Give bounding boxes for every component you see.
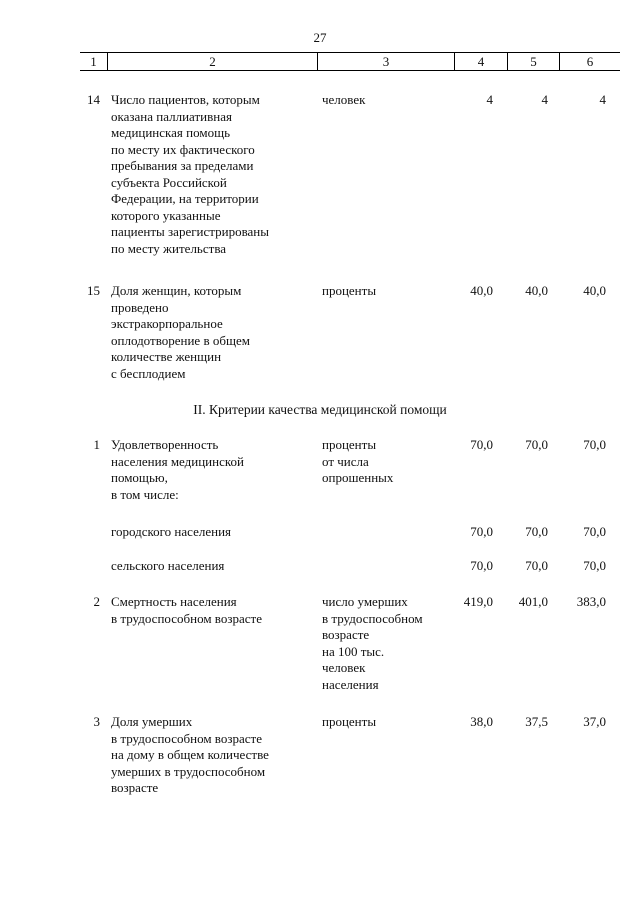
- indicator-name: Удовлетворенность населения медицинской помощью, в том числе:: [111, 437, 244, 502]
- header-cell: 2: [107, 53, 317, 70]
- value-col-6: 70,0: [583, 524, 606, 539]
- table-header: [80, 52, 620, 71]
- section-title: II. Критерии качества медицинской помощи: [193, 402, 447, 417]
- value-col-5: 401,0: [518, 594, 548, 609]
- value-col-4: 38,0: [470, 714, 493, 729]
- value-col-6: 4: [599, 92, 606, 107]
- indicator-name: сельского населения: [111, 558, 225, 573]
- value-col-4: 40,0: [470, 283, 493, 298]
- row-number: 14: [87, 92, 100, 107]
- indicator-name: Число пациентов, которым оказана паллиативная медицинская помощь по месту их фактического пребывания за пределами субъекта Российской Федерации, на территории которого указанные пациенты зарегистрированы по месту жительства: [111, 92, 269, 256]
- value-col-6: 70,0: [583, 558, 606, 573]
- value-col-5: 40,0: [525, 283, 548, 298]
- value-col-5: 70,0: [525, 524, 548, 539]
- indicator-name: Смертность населения в трудоспособном возрасте: [111, 594, 262, 626]
- row-number: 15: [87, 283, 100, 298]
- unit-of-measure: проценты: [322, 714, 377, 729]
- row-number: 2: [93, 594, 100, 609]
- value-col-6: 383,0: [576, 594, 606, 609]
- unit-of-measure: проценты: [322, 283, 377, 298]
- header-cell: 6: [559, 53, 620, 70]
- header-cell: 1: [90, 54, 97, 69]
- unit-of-measure: проценты от числа опрошенных: [322, 437, 394, 485]
- value-col-4: 70,0: [470, 524, 493, 539]
- unit-of-measure: число умерших в трудоспособном возрасте на 100 тыс. человек населения: [322, 594, 423, 692]
- indicator-name: Доля женщин, которым проведено экстракорпоральное оплодотворение в общем количестве женщин с бесплодием: [111, 283, 250, 381]
- value-col-6: 40,0: [583, 283, 606, 298]
- value-col-4: 70,0: [470, 437, 493, 452]
- row-number: 1: [93, 437, 100, 452]
- value-col-4: 70,0: [470, 558, 493, 573]
- indicator-name: Доля умерших в трудоспособном возрасте на дому в общем количестве умерших в трудоспособном возрасте: [111, 714, 269, 795]
- value-col-5: 37,5: [525, 714, 548, 729]
- page-number: 27: [313, 30, 327, 45]
- header-cell: 3: [317, 53, 454, 70]
- value-col-4: 419,0: [463, 594, 493, 609]
- value-col-6: 37,0: [583, 714, 606, 729]
- value-col-5: 4: [541, 92, 548, 107]
- value-col-4: 4: [486, 92, 493, 107]
- unit-of-measure: человек: [322, 92, 366, 107]
- value-col-5: 70,0: [525, 558, 548, 573]
- indicator-name: городского населения: [111, 524, 232, 539]
- header-cell: 5: [507, 53, 559, 70]
- row-number: 3: [93, 714, 100, 729]
- value-col-6: 70,0: [583, 437, 606, 452]
- value-col-5: 70,0: [525, 437, 548, 452]
- header-cell: 4: [454, 53, 507, 70]
